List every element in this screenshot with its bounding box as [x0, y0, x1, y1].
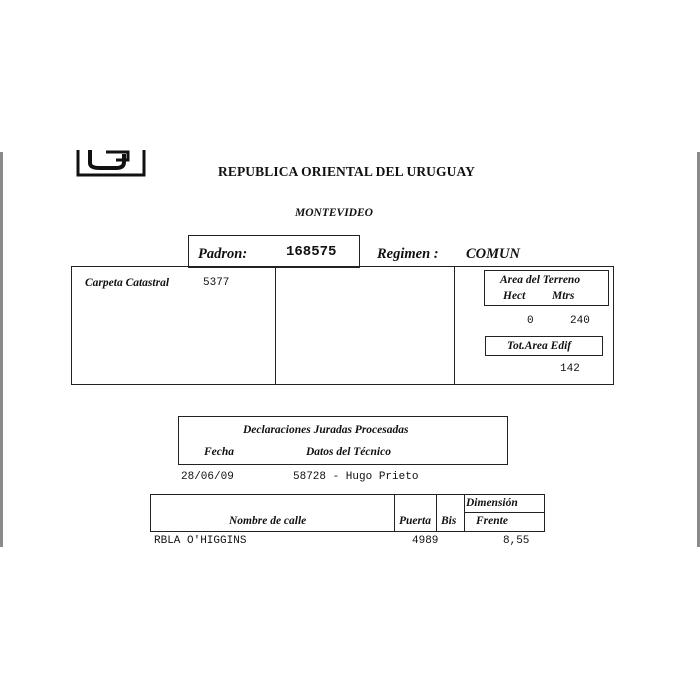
- edif-value: 142: [560, 363, 580, 375]
- divider: [275, 266, 276, 385]
- calle-frente: 8,55: [503, 535, 530, 547]
- datos-tecnico-label: Datos del Técnico: [306, 446, 391, 458]
- municipal-logo: [76, 150, 146, 177]
- document-title: REPUBLICA ORIENTAL DEL URUGUAY: [218, 164, 475, 179]
- calle-puerta: 4989: [412, 535, 439, 547]
- carpeta-value: 5377: [203, 277, 230, 289]
- declaracion-tecnico: 58728 - Hugo Prieto: [293, 471, 419, 483]
- scan-edge-left: [0, 152, 3, 547]
- declaracion-fecha: 28/06/09: [181, 471, 234, 483]
- nombre-calle-label: Nombre de calle: [229, 515, 307, 527]
- hect-label: Hect: [503, 290, 526, 302]
- regimen-value: COMUN: [466, 246, 520, 262]
- calle-nombre: RBLA O'HIGGINS: [154, 535, 247, 547]
- fecha-label: Fecha: [204, 446, 235, 458]
- mtrs-value: 240: [570, 315, 590, 327]
- divider: [464, 512, 545, 513]
- carpeta-label: Carpeta Catastral: [85, 277, 170, 289]
- bis-label: Bis: [441, 515, 457, 527]
- padron-label: Padron:: [198, 246, 248, 262]
- hect-value: 0: [527, 315, 534, 327]
- divider: [394, 494, 395, 532]
- dimension-label: Dimensión: [466, 497, 518, 509]
- area-title: Area del Terreno: [500, 274, 581, 286]
- mtrs-label: Mtrs: [552, 290, 575, 302]
- padron-value: 168575: [286, 244, 337, 260]
- divider: [464, 494, 465, 532]
- edif-label: Tot.Area Edif: [507, 340, 572, 352]
- regimen-label: Regimen :: [377, 246, 439, 262]
- divider: [436, 494, 437, 532]
- declaraciones-title: Declaraciones Juradas Procesadas: [243, 424, 409, 436]
- divider: [454, 266, 455, 385]
- frente-label: Frente: [476, 515, 508, 527]
- puerta-label: Puerta: [399, 515, 431, 527]
- city-name: MONTEVIDEO: [295, 207, 373, 219]
